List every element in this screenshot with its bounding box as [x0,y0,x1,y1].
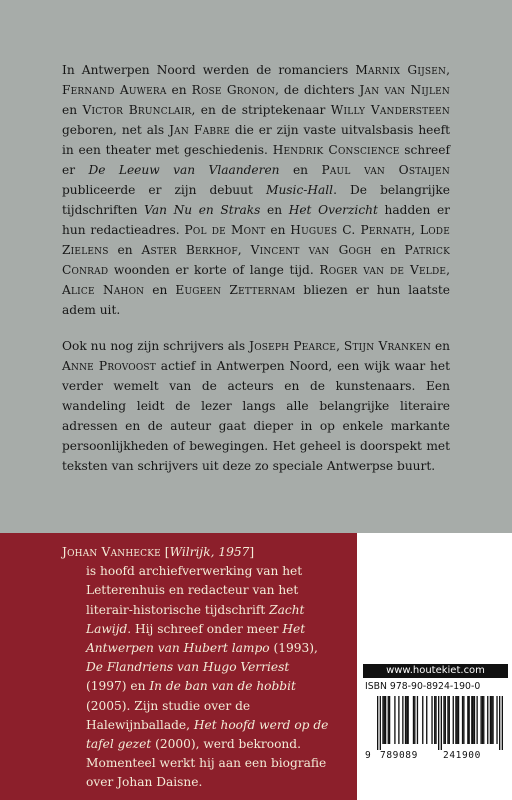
italic-title: Music-Hall [265,183,334,197]
barcode-bar [496,696,497,744]
barcode-bar [458,696,459,744]
barcode-bar [380,696,381,750]
person-name: Jan Fabre [169,123,230,137]
barcode-box [363,664,509,764]
barcode-bar [406,696,407,744]
barcode-bar [422,696,423,744]
barcode-bar [398,696,399,744]
isbn-text: ISBN 978-90-8924-190-0 [365,681,481,692]
barcode-bar [447,696,448,744]
barcode-bar [469,696,470,744]
barcode-bar [384,696,385,744]
barcode-bar [394,696,395,744]
author-bio-first-line: Johan Vanhecke [Wilrijk, 1957] [62,545,255,559]
barcode-bar [491,696,492,744]
person-name: Alice Nahon [62,283,145,297]
barcode-bar [457,696,458,744]
barcode-bar [483,696,484,744]
person-name: Eugeen Zetternam [175,283,296,297]
barcode-bar [449,696,450,744]
barcode-bar [426,696,427,744]
barcode-bar [474,696,475,744]
barcode-bar [414,696,415,744]
person-name: Roger van de Velde [319,263,447,277]
barcode-icon [377,696,503,750]
author-bio [62,543,332,793]
barcode-bar [453,696,454,744]
person-name: Paul van Ostaijen [321,163,451,177]
person-name: Jan van Nijlen [359,83,451,97]
person-name: Marnix Gijsen [355,63,447,77]
person-name: Aster Berkhof [141,243,238,257]
barcode-bar [441,696,442,750]
barcode-bar [471,696,472,744]
barcode-bar [405,696,406,744]
barcode-bar [417,696,418,744]
barcode-bar [445,696,446,744]
person-name: Victor Brunclair [82,103,192,117]
barcode-bar [431,696,432,744]
barcode-bar [434,696,435,744]
person-name: Willy Vandersteen [330,103,450,117]
barcode-bar [402,696,403,744]
person-name: Vincent van Gogh [250,243,372,257]
person-name: Stijn Vranken [343,339,431,353]
person-name: Fernand Auwera [62,83,167,97]
person-name: Joseph Pearce [249,339,337,353]
barcode-bar [463,696,464,744]
person-name: Patrick Conrad [62,243,451,277]
italic-title: De Leeuw van Vlaanderen [88,163,280,177]
person-name: Lode Zielens [62,223,450,257]
barcode-digits-left: 789089 [380,750,418,761]
barcode-bar [382,696,383,744]
barcode-bar [480,696,481,744]
barcode-bar [487,696,488,744]
blurb-paragraph-2: Ook nu nog zijn schrijvers als Joseph Pearce, Stijn Vranken en Anne Provoost actief in Antwerpen Noord, een wijk waar het verder wemelt van de acteurs en de kunstenaars. Een wandeling leidt de lezer langs alle belangrijke literaire adressen en de auteur gaat dieper in op enkele markante persoonlijkheden of bewegingen. Het geheel is doorspekt met teksten van schrijvers uit deze zo speciale Antwerpse buurt. [62,339,451,473]
barcode-bar [389,696,390,744]
barcode-bar [438,696,439,750]
italic-title: De Flandriens van Hugo Verriest [86,660,290,675]
person-name: Rose Gronon [191,83,276,97]
italic-title: Van Nu en Straks [144,203,261,217]
italic-title: Wilrijk, 1957 [169,545,250,559]
barcode-bar [502,696,503,750]
barcode-digits-right: 241900 [443,750,481,761]
barcode-bar [499,696,500,750]
barcode-bar [492,696,493,744]
italic-title: Het Overzicht [288,203,378,217]
barcode-bar [490,696,491,744]
barcode-bar [443,696,444,744]
barcode-bar [476,696,477,744]
blurb [62,60,450,492]
publisher-website: www.houtekiet.com [363,664,508,678]
barcode-bar [472,696,473,744]
person-name: Pol de Mont [184,223,266,237]
person-name: Johan Vanhecke [62,545,161,559]
person-name: Hendrik Conscience [272,143,400,157]
person-name: Hugues C. Pernath [290,223,412,237]
barcode-bar [467,696,468,744]
barcode-bar [482,696,483,744]
italic-title: Zacht Lawijd [86,602,305,636]
barcode-digit-first: 9 [365,750,372,761]
barcode-bar [413,696,414,744]
barcode-bar [408,696,409,744]
italic-title: Het Antwerpen van Hubert lampo [86,621,306,656]
barcode-bar [455,696,456,744]
author-bio-text: is hoofd archiefverwerking van het Letterenhuis en redacteur van het literair-historische tijdschrift Zacht Lawijd. Hij schreef onder meer Het Antwerpen van Hubert lampo (1993), De Flandriens van Hugo Verriest (1997) en In de ban van de hobbit (2005). Zijn studie over de Halewijnballade, Het hoofd werd op de tafel gezet (2000), werd bekroond. Momenteel werkt hij aan een biografie over Johan Daisne. [86,564,329,790]
person-name: Anne Provoost [62,359,156,373]
barcode-bar [377,696,378,750]
blurb-paragraph-1: In Antwerpen Noord werden de romanciers Marnix Gijsen, Fernand Auwera en Rose Gronon, de dichters Jan van Nijlen en Victor Brunclair, en de striptekenaar Willy Vandersteen geboren, net als Jan Fabre die er zijn vaste uitvalsbasis heeft in een theater met geschiedenis. Hendrik Conscience schreef er De Leeuw van Vlaanderen en Paul van Ostaijen publiceerde er zijn debuut Music-Hall. De belangrijke tijdschriften Van Nu en Straks en Het Overzicht hadden er hun redactieadres. Pol de Mont en Hugues C. Pernath, Lode Zielens en Aster Berkhof, Vincent van Gogh en Patrick Conrad woonden er korte of lange tijd. Roger van de Velde, Alice Nahon en Eugeen Zetternam bliezen er hun laatste adem uit. [62,63,451,317]
italic-title: In de ban van de hobbit [149,679,296,694]
barcode-bar [388,696,389,744]
italic-title: Het hoofd werd op de tafel gezet [86,717,329,752]
barcode-bar [435,696,436,744]
barcode-bar [385,696,386,744]
barcode-bar [462,696,463,744]
